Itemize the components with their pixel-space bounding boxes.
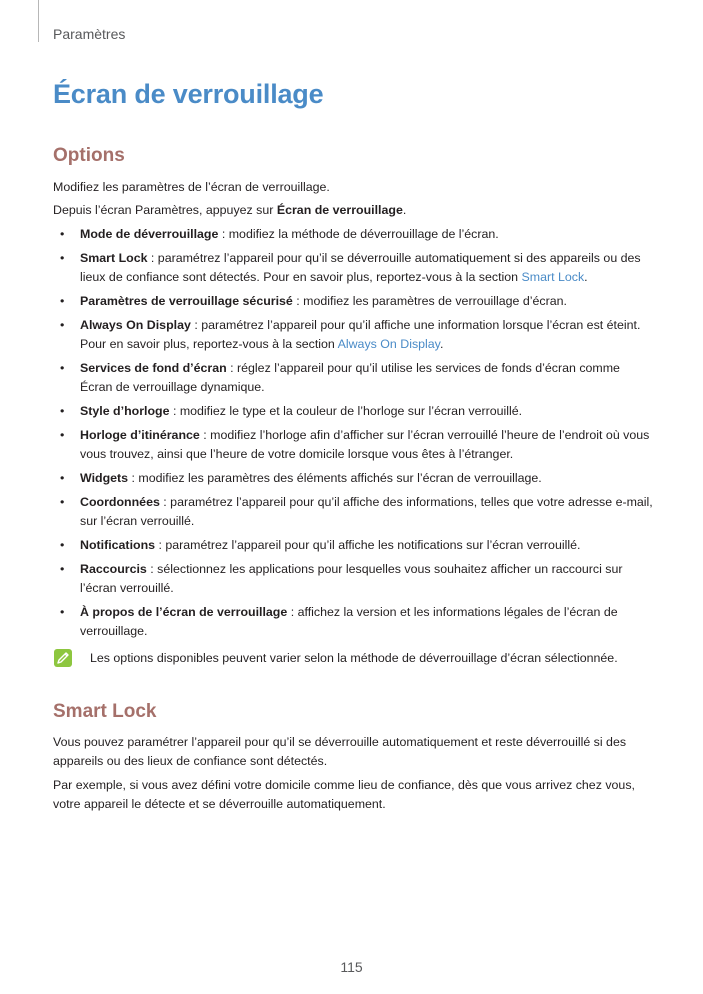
options-intro-1: Modifiez les paramètres de l’écran de verrouillage. xyxy=(53,180,330,194)
bullet-icon: • xyxy=(60,294,65,308)
bullet-icon: • xyxy=(60,404,65,418)
options-intro-2: Depuis l’écran Paramètres, appuyez sur Écran de verrouillage. xyxy=(53,203,407,217)
always-on-display-link[interactable]: Always On Display xyxy=(337,337,440,351)
note-box xyxy=(53,648,653,670)
list-item: • Services de fond d’écran : réglez l’appareil pour qu’il utilise les services de fonds d’écran comme Écran de verrouillage dynamique. xyxy=(60,361,620,394)
list-item: • Raccourcis : sélectionnez les applications pour lesquelles vous souhaitez afficher un raccourci sur l’écran verrouillé. xyxy=(60,562,623,595)
list-item: • Notifications : paramétrez l’appareil pour qu’il affiche les notifications sur l’écran verrouillé. xyxy=(53,536,653,555)
bullet-icon: • xyxy=(60,361,65,375)
bullet-icon: • xyxy=(60,428,65,442)
list-item: • Mode de déverrouillage : modifiez la méthode de déverrouillage de l’écran. xyxy=(53,225,653,244)
bullet-icon: • xyxy=(60,251,65,265)
bullet-icon: • xyxy=(60,605,65,619)
list-item: • Horloge d’itinérance : modifiez l’horloge afin d’afficher sur l’écran verrouillé l’heure de l’endroit où vous vous trouvez, ainsi que l’heure de votre domicile lorsque vous êtes à l’étranger. xyxy=(60,428,650,461)
list-item: • À propos de l’écran de verrouillage : affichez la version et les informations légales de l’écran de verrouillage. xyxy=(60,605,618,638)
smart-lock-link[interactable]: Smart Lock xyxy=(521,270,585,284)
bullet-icon: • xyxy=(60,538,65,552)
page-number: 115 xyxy=(340,959,363,975)
bullet-icon: • xyxy=(60,318,65,332)
list-item: • Coordonnées : paramétrez l’appareil pour qu’il affiche des informations, telles que votre adresse e-mail, sur l’écran verrouillé. xyxy=(60,495,653,528)
bullet-icon: • xyxy=(60,562,65,576)
page-title: Écran de verrouillage xyxy=(53,79,324,109)
bullet-icon: • xyxy=(60,495,65,509)
bullet-icon: • xyxy=(60,471,65,485)
list-item: • Style d’horloge : modifiez le type et la couleur de l’horloge sur l’écran verrouillé. xyxy=(53,402,653,421)
list-item: • Smart Lock : paramétrez l’appareil pour qu’il se déverrouille automatiquement si des appareils ou des lieux de confiance sont détectés. Pour en savoir plus, reportez-vous à la section Smart Lock. xyxy=(60,251,641,284)
note-text: Les options disponibles peuvent varier selon la méthode de déverrouillage d’écran sélectionnée. xyxy=(90,651,618,665)
options-list xyxy=(53,225,653,646)
note-pencil-icon xyxy=(53,648,73,668)
intro-bold: Écran de verrouillage xyxy=(276,203,403,217)
list-item: • Always On Display : paramétrez l’appareil pour qu’il affiche une information lorsque l’écran est éteint. Pour en savoir plus, reportez-vous à la section Always On Display. xyxy=(60,318,641,351)
smart-lock-paragraph-2: Par exemple, si vous avez défini votre domicile comme lieu de confiance, dès que vous arrivez chez vous, votre appareil le détecte et se déverrouille automatiquement. xyxy=(53,778,635,811)
list-item: • Paramètres de verrouillage sécurisé : modifiez les paramètres de verrouillage d’écran. xyxy=(53,292,653,311)
bullet-icon: • xyxy=(60,227,65,241)
running-header: Paramètres xyxy=(53,26,126,42)
list-item: • Widgets : modifiez les paramètres des éléments affichés sur l’écran de verrouillage. xyxy=(53,469,653,488)
options-heading: Options xyxy=(53,145,125,166)
smart-lock-heading: Smart Lock xyxy=(53,701,157,722)
smart-lock-paragraph-1: Vous pouvez paramétrer l’appareil pour qu’il se déverrouille automatiquement et reste déverrouillé si des appareils ou des lieux de confiance sont détectés. xyxy=(53,735,627,768)
header-rule xyxy=(38,0,39,42)
